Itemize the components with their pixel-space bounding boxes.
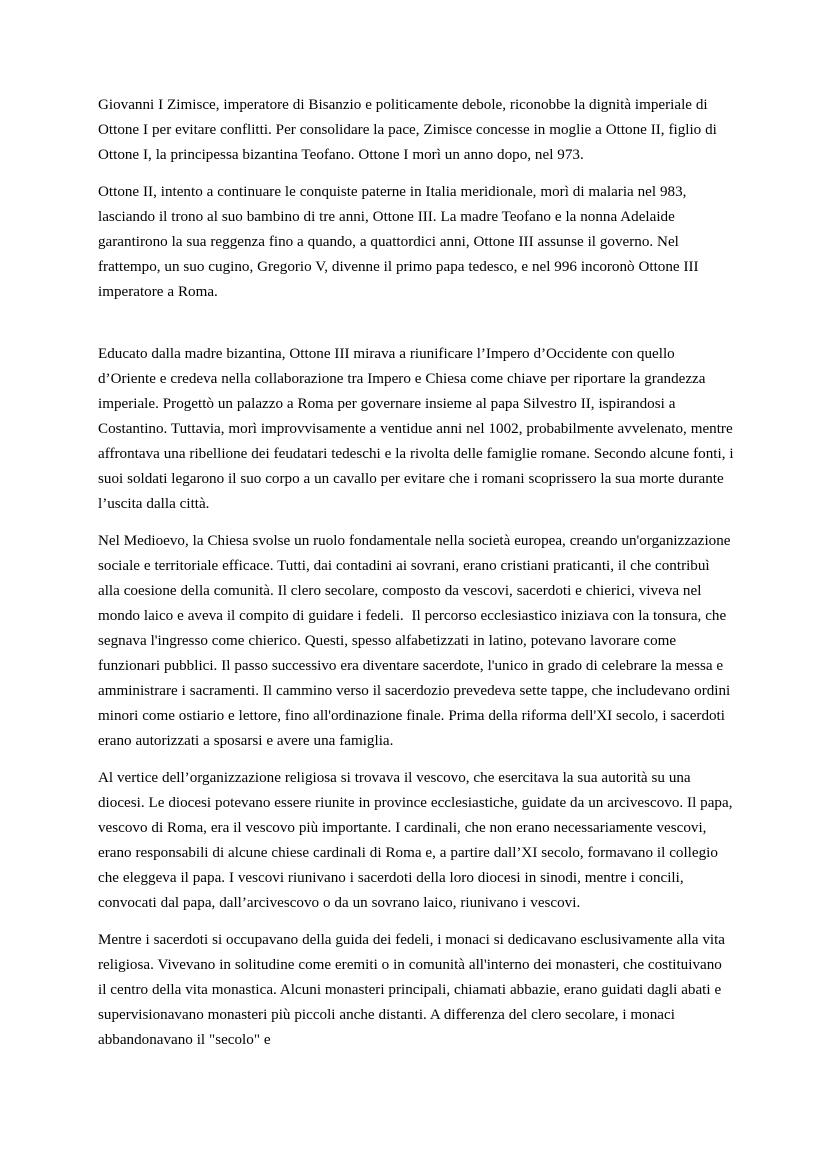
document-text-body [98, 93, 738, 1053]
paragraph-5: Al vertice dell’organizzazione religiosa si trovava il vescovo, che esercitava la sua autorità su una diocesi. Le diocesi potevano essere riunite in province ecclesiastiche, guidate da un arcivescovo. Il papa, vescovo di Roma, era il vescovo più importante. I cardinali, che non erano necessariamente vescovi, erano responsabili di alcune chiese cardinali di Roma e, a partire dall’XI secolo, formavano il collegio che eleggeva il papa. I vescovi riunivano i sacerdoti della loro diocesi in sinodi, mentre i concili, convocati dal papa, dall’arcivescovo o da un sovrano laico, riunivano i vescovi. [98, 770, 737, 911]
paragraph-6: Mentre i sacerdoti si occupavano della guida dei fedeli, i monaci si dedicavano esclusivamente alla vita religiosa. Vivevano in solitudine come eremiti o in comunità all'interno dei monasteri, che costituivano il centro della vita monastica. Alcuni monasteri principali, chiamati abbazie, erano guidati dagli abati e supervisionavano monasteri più piccoli anche distanti. A differenza del clero secolare, i monaci abbandonavano il "secolo" e [98, 932, 729, 1048]
paragraph-1: Giovanni I Zimisce, imperatore di Bisanzio e politicamente debole, riconobbe la dignità imperiale di Ottone I per evitare conflitti. Per consolidare la pace, Zimisce concesse in moglie a Ottone II, figlio di Ottone I, la principessa bizantina Teofano. Ottone I morì un anno dopo, nel 973. [98, 97, 721, 163]
paragraph-4: Nel Medioevo, la Chiesa svolse un ruolo fondamentale nella società europea, creando un'organizzazione sociale e territoriale efficace. Tutti, dai contadini ai sovrani, erano cristiani praticanti, il che contribuì alla coesione della comunità. Il clero secolare, composto da vescovi, sacerdoti e chierici, viveva nel mondo laico e aveva il compito di guidare i fedeli. Il percorso ecclesiastico iniziava con la tonsura, che segnava l'ingresso come chierico. Questi, spesso alfabetizzati in latino, potevano lavorare come funzionari pubblici. Il passo successivo era diventare sacerdote, l'unico in grado di celebrare la messa e amministrare i sacramenti. Il cammino verso il sacerdozio prevedeva sette tappe, che includevano ordini minori come ostiario e lettore, fino all'ordinazione finale. Prima della riforma dell'XI secolo, i sacerdoti erano autorizzati a sposarsi e avere una famiglia. [98, 533, 735, 749]
paragraph-2: Ottone II, intento a continuare le conquiste paterne in Italia meridionale, morì di malaria nel 983, lasciando il trono al suo bambino di tre anni, Ottone III. La madre Teofano e la nonna Adelaide garantirono la sua reggenza fino a quando, a quattordici anni, Ottone III assunse il governo. Nel frattempo, un suo cugino, Gregorio V, divenne il primo papa tedesco, e nel 996 incoronò Ottone III imperatore a Roma. [98, 184, 703, 300]
paragraph-3: Educato dalla madre bizantina, Ottone III mirava a riunificare l’Impero d’Occidente con quello d’Oriente e credeva nella collaborazione tra Impero e Chiesa come chiave per riportare la grandezza imperiale. Progettò un palazzo a Roma per governare insieme al papa Silvestro II, ispirandosi a Costantino. Tuttavia, morì improvvisamente a ventidue anni nel 1002, probabilmente avvelenato, mentre affrontava una ribellione dei feudatari tedeschi e la rivolta delle famiglie romane. Secondo alcune fonti, i suoi soldati legarono il suo corpo a un cavallo per evitare che i romani scoprissero la sua morte durante l’uscita dalla città. [98, 346, 738, 512]
